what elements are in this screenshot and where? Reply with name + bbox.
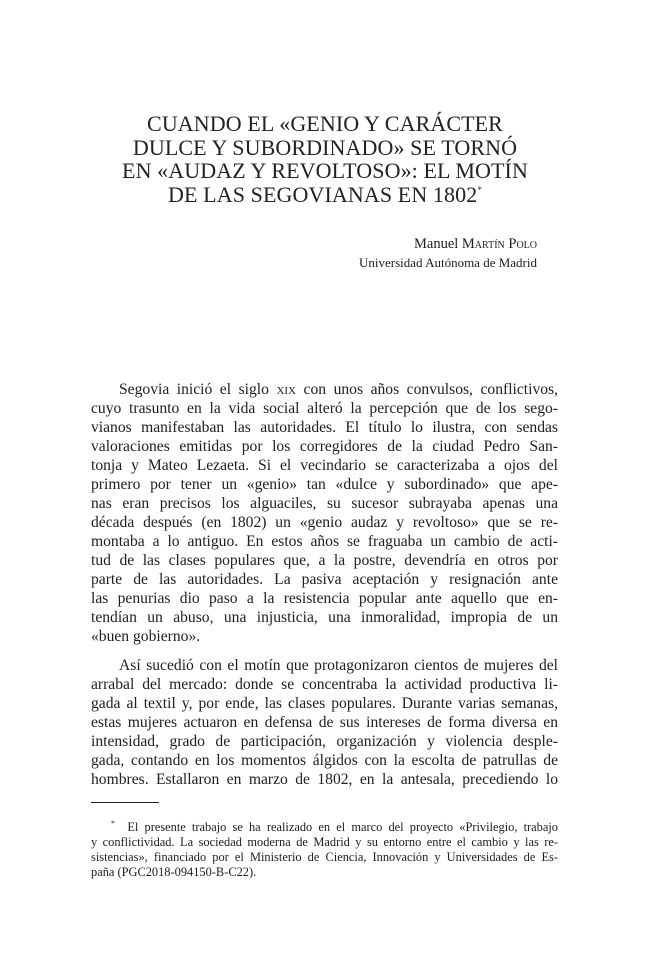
footnote-line: paña (PGC2018-094150-B-C22).	[91, 865, 257, 879]
footnote-line	[91, 820, 558, 835]
paragraph-2-line: gada, contando en los momentos álgidos con la escolta de patrullas de	[91, 752, 558, 769]
article-title	[95, 112, 555, 206]
title-footnote-marker: *	[477, 184, 482, 195]
paragraph-1-line: montaba a lo antiguo. En estos años se fraguaba un cambio de acti-	[91, 533, 558, 550]
paragraph-1-line: tendían un abuso, una injusticia, una inmoralidad, impropia de un	[91, 609, 558, 626]
footnote-line: y conflictividad. La sociedad moderna de Madrid y su entorno entre el cambio y las re-	[91, 835, 558, 849]
author-affiliation: Universidad Autónoma de Madrid	[359, 255, 537, 270]
paragraph-1-line: parte de las autoridades. La pasiva aceptación y resignación ante	[91, 571, 558, 588]
paragraph-1-line: nas eran precisos los alguaciles, su sucesor subrayaba apenas una	[91, 495, 558, 512]
paragraph-2-line: gada al textil y, por ende, las clases populares. Durante varias semanas,	[91, 695, 558, 712]
title-line-3: EN «AUDAZ Y REVOLTOSO»: EL MOTÍN	[122, 158, 528, 183]
title-line-4	[95, 183, 555, 207]
paragraph-1-line: primero por tener un «genio» tan «dulce y subordinado» que ape-	[91, 476, 558, 493]
paragraph-1-line	[91, 380, 558, 399]
paragraph-1-line: vianos manifestaban las autoridades. El título lo ilustra, con sendas	[91, 419, 558, 436]
paragraph-1-line: década después (en 1802) un «genio audaz y revoltoso» que se re-	[91, 514, 558, 531]
author-given-name: Manuel	[413, 236, 459, 252]
footnote	[91, 820, 558, 880]
body-paragraph-1	[91, 380, 558, 646]
footnote-separator	[91, 802, 159, 803]
paragraph-2-line: hombres. Estallaron en marzo de 1802, en la antesala, precediendo lo	[91, 771, 558, 788]
paragraph-1-line: cuyo trasunto en la vida social alteró la percepción que de los sego-	[91, 400, 558, 417]
footnote-line-1-text: El presente trabajo se ha realizado en el marco del proyecto «Privilegio, trabajo	[127, 820, 558, 834]
paragraph-1-line: tonja y Mateo Lezaeta. Si el vecindario se caracterizaba a ojos del	[91, 457, 558, 474]
body-paragraph-2	[91, 656, 558, 789]
author-name	[414, 236, 537, 253]
footnote-line: sistencias», financiado por el Ministerio de Ciencia, Innovación y Universidades de Es-	[91, 850, 558, 864]
paragraph-1-line: «buen gobierno».	[91, 628, 201, 645]
paragraph-1-line-1a: Segovia inició el siglo	[119, 381, 277, 398]
paragraph-1-line: tud de las clases populares que, a la postre, devendría en otros por	[91, 552, 558, 569]
paragraph-1-line: valoraciones emitidas por los corregidores de la ciudad Pedro San-	[91, 438, 558, 455]
paragraph-2-line: intensidad, grado de participación, organización y violencia desple-	[91, 733, 558, 750]
paragraph-1-line: las penurias dio paso a la resistencia popular ante aquello que en-	[91, 590, 558, 607]
paragraph-2-line: arrabal del mercado: donde se concentraba la actividad productiva li-	[91, 676, 558, 693]
century-numeral: xix	[276, 381, 297, 398]
author-surname: Martín Polo	[461, 236, 537, 252]
paragraph-1-line-1b: con unos años convulsos, conflictivos,	[296, 381, 559, 398]
title-line-4-text: DE LAS SEGOVIANAS EN 1802	[168, 181, 478, 207]
footnote-marker: *	[111, 819, 115, 828]
title-line-2: DULCE Y SUBORDINADO» SE TORNÓ	[132, 134, 518, 160]
paragraph-2-line: estas mujeres actuaron en defensa de sus intereses de forma diversa en	[91, 714, 558, 731]
title-line-1: CUANDO EL «GENIO Y CARÁCTER	[147, 111, 503, 136]
paragraph-2-line: Así sucedió con el motín que protagonizaron cientos de mujeres del	[119, 657, 558, 674]
